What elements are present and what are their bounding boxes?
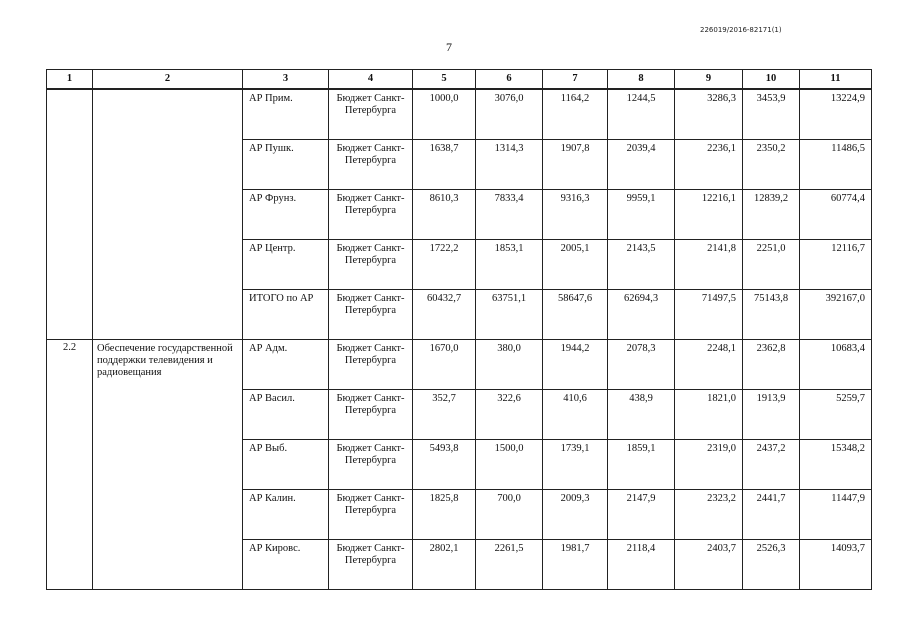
value-cell: 62694,3 <box>608 290 675 340</box>
column-header: 8 <box>608 70 675 90</box>
value-cell: 5259,7 <box>800 390 872 440</box>
value-cell: 1859,1 <box>608 440 675 490</box>
value-cell: 2118,4 <box>608 540 675 590</box>
table-header-row <box>47 70 872 90</box>
district-cell: АР Калин. <box>243 490 329 540</box>
value-cell: 14093,7 <box>800 540 872 590</box>
column-header: 6 <box>476 70 543 90</box>
district-cell: АР Адм. <box>243 340 329 390</box>
column-header: 11 <box>800 70 872 90</box>
funding-source-cell: Бюджет Санкт-Петербурга <box>329 490 413 540</box>
value-cell: 2147,9 <box>608 490 675 540</box>
section-name <box>93 89 243 340</box>
value-cell: 1944,2 <box>543 340 608 390</box>
document-id: 226019/2016-82171(1) <box>700 26 782 34</box>
value-cell: 1314,3 <box>476 140 543 190</box>
value-cell: 58647,6 <box>543 290 608 340</box>
value-cell: 9959,1 <box>608 190 675 240</box>
district-cell: АР Прим. <box>243 89 329 140</box>
value-cell: 2143,5 <box>608 240 675 290</box>
column-header: 2 <box>93 70 243 90</box>
value-cell: 2319,0 <box>675 440 743 490</box>
value-cell: 2526,3 <box>743 540 800 590</box>
column-header: 9 <box>675 70 743 90</box>
column-header: 4 <box>329 70 413 90</box>
value-cell: 15348,2 <box>800 440 872 490</box>
value-cell: 2403,7 <box>675 540 743 590</box>
value-cell: 13224,9 <box>800 89 872 140</box>
value-cell: 7833,4 <box>476 190 543 240</box>
value-cell: 2437,2 <box>743 440 800 490</box>
district-cell: АР Васил. <box>243 390 329 440</box>
value-cell: 10683,4 <box>800 340 872 390</box>
value-cell: 438,9 <box>608 390 675 440</box>
funding-source-cell: Бюджет Санкт-Петербурга <box>329 290 413 340</box>
value-cell: 410,6 <box>543 390 608 440</box>
value-cell: 60432,7 <box>413 290 476 340</box>
funding-source-cell: Бюджет Санкт-Петербурга <box>329 89 413 140</box>
value-cell: 11447,9 <box>800 490 872 540</box>
value-cell: 3453,9 <box>743 89 800 140</box>
value-cell: 12839,2 <box>743 190 800 240</box>
funding-source-cell: Бюджет Санкт-Петербурга <box>329 190 413 240</box>
value-cell: 8610,3 <box>413 190 476 240</box>
section-name: Обеспечение государственной поддержки телевидения и радиовещания <box>93 340 243 590</box>
funding-source-cell: Бюджет Санкт-Петербурга <box>329 540 413 590</box>
value-cell: 2078,3 <box>608 340 675 390</box>
value-cell: 11486,5 <box>800 140 872 190</box>
value-cell: 2350,2 <box>743 140 800 190</box>
value-cell: 1164,2 <box>543 89 608 140</box>
value-cell: 380,0 <box>476 340 543 390</box>
value-cell: 9316,3 <box>543 190 608 240</box>
funding-source-cell: Бюджет Санкт-Петербурга <box>329 390 413 440</box>
column-header: 5 <box>413 70 476 90</box>
table-row <box>47 89 872 140</box>
value-cell: 75143,8 <box>743 290 800 340</box>
funding-source-cell: Бюджет Санкт-Петербурга <box>329 340 413 390</box>
table-row <box>47 340 872 390</box>
value-cell: 3286,3 <box>675 89 743 140</box>
value-cell: 2362,8 <box>743 340 800 390</box>
value-cell: 352,7 <box>413 390 476 440</box>
district-cell: АР Кировс. <box>243 540 329 590</box>
funding-source-cell: Бюджет Санкт-Петербурга <box>329 440 413 490</box>
value-cell: 1244,5 <box>608 89 675 140</box>
section-number: 2.2 <box>47 340 93 590</box>
value-cell: 1000,0 <box>413 89 476 140</box>
value-cell: 5493,8 <box>413 440 476 490</box>
value-cell: 1825,8 <box>413 490 476 540</box>
value-cell: 700,0 <box>476 490 543 540</box>
district-cell: АР Выб. <box>243 440 329 490</box>
value-cell: 392167,0 <box>800 290 872 340</box>
funding-source-cell: Бюджет Санкт-Петербурга <box>329 240 413 290</box>
value-cell: 12216,1 <box>675 190 743 240</box>
value-cell: 2441,7 <box>743 490 800 540</box>
value-cell: 2248,1 <box>675 340 743 390</box>
value-cell: 2261,5 <box>476 540 543 590</box>
column-header: 7 <box>543 70 608 90</box>
value-cell: 2005,1 <box>543 240 608 290</box>
value-cell: 2009,3 <box>543 490 608 540</box>
value-cell: 2141,8 <box>675 240 743 290</box>
value-cell: 71497,5 <box>675 290 743 340</box>
value-cell: 1907,8 <box>543 140 608 190</box>
district-cell: ИТОГО по АР <box>243 290 329 340</box>
column-header: 10 <box>743 70 800 90</box>
value-cell: 2251,0 <box>743 240 800 290</box>
section-number <box>47 89 93 340</box>
district-cell: АР Центр. <box>243 240 329 290</box>
value-cell: 63751,1 <box>476 290 543 340</box>
value-cell: 2802,1 <box>413 540 476 590</box>
funding-source-cell: Бюджет Санкт-Петербурга <box>329 140 413 190</box>
value-cell: 3076,0 <box>476 89 543 140</box>
value-cell: 1913,9 <box>743 390 800 440</box>
value-cell: 1722,2 <box>413 240 476 290</box>
value-cell: 1500,0 <box>476 440 543 490</box>
value-cell: 1981,7 <box>543 540 608 590</box>
district-cell: АР Пушк. <box>243 140 329 190</box>
value-cell: 60774,4 <box>800 190 872 240</box>
column-header: 3 <box>243 70 329 90</box>
value-cell: 1670,0 <box>413 340 476 390</box>
value-cell: 1821,0 <box>675 390 743 440</box>
budget-table <box>46 69 872 590</box>
value-cell: 322,6 <box>476 390 543 440</box>
district-cell: АР Фрунз. <box>243 190 329 240</box>
value-cell: 1739,1 <box>543 440 608 490</box>
value-cell: 12116,7 <box>800 240 872 290</box>
column-header: 1 <box>47 70 93 90</box>
value-cell: 2323,2 <box>675 490 743 540</box>
value-cell: 2039,4 <box>608 140 675 190</box>
value-cell: 1638,7 <box>413 140 476 190</box>
page-number: 7 <box>446 40 452 54</box>
value-cell: 1853,1 <box>476 240 543 290</box>
value-cell: 2236,1 <box>675 140 743 190</box>
